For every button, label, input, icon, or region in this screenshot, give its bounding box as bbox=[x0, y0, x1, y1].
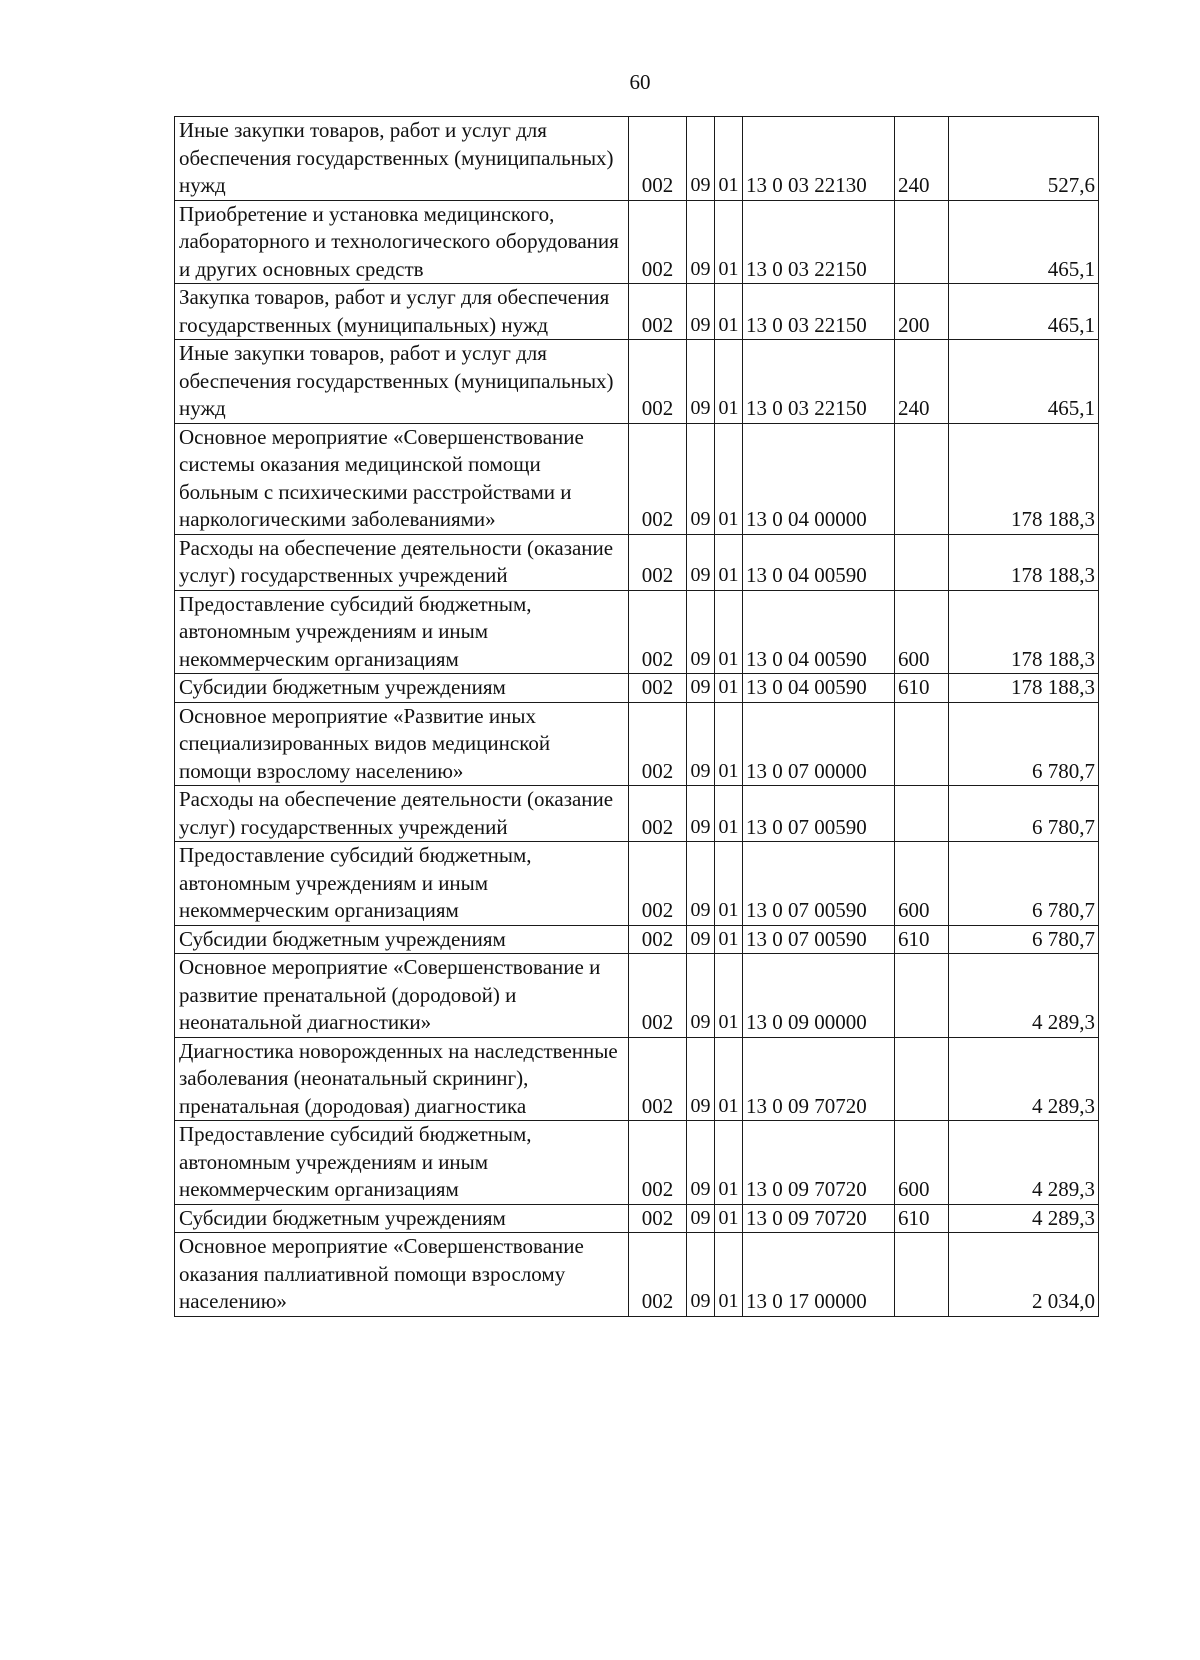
row-name: Основное мероприятие «Развитие иных специализированных видов медицинской помощи взрослому населению» bbox=[175, 702, 629, 786]
row-admin-code: 002 bbox=[629, 534, 687, 590]
row-amount: 4 289,3 bbox=[949, 1204, 1099, 1233]
page-number: 60 bbox=[629, 70, 651, 94]
row-section: 09 bbox=[687, 590, 715, 674]
row-subsection: 01 bbox=[715, 925, 743, 954]
row-amount: 6 780,7 bbox=[949, 925, 1099, 954]
row-target-article: 13 0 07 00590 bbox=[743, 925, 895, 954]
row-target-article: 13 0 04 00590 bbox=[743, 674, 895, 703]
row-amount: 178 188,3 bbox=[949, 674, 1099, 703]
row-subsection: 01 bbox=[715, 1233, 743, 1317]
row-amount: 465,1 bbox=[949, 200, 1099, 284]
row-expense-type: 600 bbox=[895, 1121, 949, 1205]
row-admin-code: 002 bbox=[629, 954, 687, 1038]
row-section: 09 bbox=[687, 786, 715, 842]
row-section: 09 bbox=[687, 117, 715, 201]
row-expense-type bbox=[895, 1233, 949, 1317]
row-target-article: 13 0 07 00000 bbox=[743, 702, 895, 786]
row-admin-code: 002 bbox=[629, 842, 687, 926]
row-expense-type bbox=[895, 786, 949, 842]
row-name: Основное мероприятие «Совершенствование и развитие пренатальной (дородовой) и неонатальной диагностики» bbox=[175, 954, 629, 1038]
table-row bbox=[175, 1204, 1099, 1233]
row-subsection: 01 bbox=[715, 117, 743, 201]
row-name: Предоставление субсидий бюджетным, автономным учреждениям и иным некоммерческим организациям bbox=[175, 842, 629, 926]
row-name: Основное мероприятие «Совершенствование оказания паллиативной помощи взрослому населению» bbox=[175, 1233, 629, 1317]
row-section: 09 bbox=[687, 534, 715, 590]
table-row bbox=[175, 590, 1099, 674]
row-expense-type bbox=[895, 702, 949, 786]
row-amount: 6 780,7 bbox=[949, 842, 1099, 926]
table-row bbox=[175, 1233, 1099, 1317]
row-admin-code: 002 bbox=[629, 925, 687, 954]
row-amount: 4 289,3 bbox=[949, 1121, 1099, 1205]
row-target-article: 13 0 04 00590 bbox=[743, 534, 895, 590]
table-row bbox=[175, 954, 1099, 1038]
row-amount: 465,1 bbox=[949, 340, 1099, 424]
row-amount: 6 780,7 bbox=[949, 702, 1099, 786]
table-row bbox=[175, 200, 1099, 284]
row-name: Предоставление субсидий бюджетным, автономным учреждениям и иным некоммерческим организациям bbox=[175, 590, 629, 674]
row-expense-type: 600 bbox=[895, 590, 949, 674]
row-subsection: 01 bbox=[715, 1204, 743, 1233]
table-row bbox=[175, 842, 1099, 926]
row-expense-type bbox=[895, 1037, 949, 1121]
row-section: 09 bbox=[687, 1121, 715, 1205]
row-section: 09 bbox=[687, 423, 715, 534]
row-amount: 178 188,3 bbox=[949, 590, 1099, 674]
row-target-article: 13 0 09 00000 bbox=[743, 954, 895, 1038]
row-admin-code: 002 bbox=[629, 590, 687, 674]
row-target-article: 13 0 03 22150 bbox=[743, 340, 895, 424]
row-name: Расходы на обеспечение деятельности (оказание услуг) государственных учреждений bbox=[175, 786, 629, 842]
row-amount: 178 188,3 bbox=[949, 534, 1099, 590]
row-section: 09 bbox=[687, 1037, 715, 1121]
row-target-article: 13 0 09 70720 bbox=[743, 1121, 895, 1205]
row-target-article: 13 0 03 22130 bbox=[743, 117, 895, 201]
row-expense-type bbox=[895, 200, 949, 284]
row-amount: 465,1 bbox=[949, 284, 1099, 340]
row-amount: 178 188,3 bbox=[949, 423, 1099, 534]
table-row bbox=[175, 117, 1099, 201]
row-target-article: 13 0 03 22150 bbox=[743, 200, 895, 284]
row-name: Иные закупки товаров, работ и услуг для обеспечения государственных (муниципальных) нужд bbox=[175, 117, 629, 201]
budget-table-body bbox=[175, 117, 1099, 1317]
row-target-article: 13 0 04 00590 bbox=[743, 590, 895, 674]
row-target-article: 13 0 07 00590 bbox=[743, 842, 895, 926]
row-name: Субсидии бюджетным учреждениям bbox=[175, 925, 629, 954]
row-admin-code: 002 bbox=[629, 1233, 687, 1317]
row-section: 09 bbox=[687, 702, 715, 786]
row-section: 09 bbox=[687, 200, 715, 284]
table-row bbox=[175, 702, 1099, 786]
table-row bbox=[175, 340, 1099, 424]
row-amount: 4 289,3 bbox=[949, 954, 1099, 1038]
row-name: Субсидии бюджетным учреждениям bbox=[175, 1204, 629, 1233]
row-admin-code: 002 bbox=[629, 200, 687, 284]
row-expense-type: 600 bbox=[895, 842, 949, 926]
row-expense-type: 240 bbox=[895, 340, 949, 424]
row-expense-type: 240 bbox=[895, 117, 949, 201]
row-subsection: 01 bbox=[715, 954, 743, 1038]
row-section: 09 bbox=[687, 284, 715, 340]
table-row bbox=[175, 674, 1099, 703]
row-subsection: 01 bbox=[715, 786, 743, 842]
row-section: 09 bbox=[687, 674, 715, 703]
table-row bbox=[175, 284, 1099, 340]
table-row bbox=[175, 1121, 1099, 1205]
row-amount: 527,6 bbox=[949, 117, 1099, 201]
row-subsection: 01 bbox=[715, 702, 743, 786]
row-name: Приобретение и установка медицинского, лабораторного и технологического оборудования и других основных средств bbox=[175, 200, 629, 284]
table-row bbox=[175, 534, 1099, 590]
row-name: Расходы на обеспечение деятельности (оказание услуг) государственных учреждений bbox=[175, 534, 629, 590]
row-section: 09 bbox=[687, 1233, 715, 1317]
row-subsection: 01 bbox=[715, 340, 743, 424]
row-subsection: 01 bbox=[715, 1037, 743, 1121]
row-expense-type: 610 bbox=[895, 1204, 949, 1233]
row-expense-type: 610 bbox=[895, 674, 949, 703]
row-name: Основное мероприятие «Совершенствование системы оказания медицинской помощи больным с психическими расстройствами и наркологическими заболеваниями» bbox=[175, 423, 629, 534]
row-section: 09 bbox=[687, 842, 715, 926]
row-subsection: 01 bbox=[715, 284, 743, 340]
row-subsection: 01 bbox=[715, 590, 743, 674]
row-target-article: 13 0 07 00590 bbox=[743, 786, 895, 842]
row-amount: 4 289,3 bbox=[949, 1037, 1099, 1121]
row-section: 09 bbox=[687, 1204, 715, 1233]
row-name: Иные закупки товаров, работ и услуг для обеспечения государственных (муниципальных) нужд bbox=[175, 340, 629, 424]
row-admin-code: 002 bbox=[629, 284, 687, 340]
budget-table bbox=[174, 116, 1099, 1317]
row-target-article: 13 0 09 70720 bbox=[743, 1204, 895, 1233]
row-subsection: 01 bbox=[715, 423, 743, 534]
row-admin-code: 002 bbox=[629, 117, 687, 201]
row-expense-type bbox=[895, 954, 949, 1038]
row-admin-code: 002 bbox=[629, 674, 687, 703]
row-target-article: 13 0 17 00000 bbox=[743, 1233, 895, 1317]
row-amount: 2 034,0 bbox=[949, 1233, 1099, 1317]
table-row bbox=[175, 786, 1099, 842]
row-admin-code: 002 bbox=[629, 702, 687, 786]
row-target-article: 13 0 04 00000 bbox=[743, 423, 895, 534]
row-admin-code: 002 bbox=[629, 786, 687, 842]
table-row bbox=[175, 423, 1099, 534]
row-admin-code: 002 bbox=[629, 1037, 687, 1121]
row-expense-type: 200 bbox=[895, 284, 949, 340]
row-name: Субсидии бюджетным учреждениям bbox=[175, 674, 629, 703]
row-name: Закупка товаров, работ и услуг для обеспечения государственных (муниципальных) нужд bbox=[175, 284, 629, 340]
row-admin-code: 002 bbox=[629, 1121, 687, 1205]
table-row bbox=[175, 925, 1099, 954]
row-subsection: 01 bbox=[715, 674, 743, 703]
row-admin-code: 002 bbox=[629, 1204, 687, 1233]
table-row bbox=[175, 1037, 1099, 1121]
row-section: 09 bbox=[687, 954, 715, 1038]
row-name: Предоставление субсидий бюджетным, автономным учреждениям и иным некоммерческим организациям bbox=[175, 1121, 629, 1205]
row-admin-code: 002 bbox=[629, 340, 687, 424]
row-subsection: 01 bbox=[715, 1121, 743, 1205]
row-expense-type bbox=[895, 534, 949, 590]
row-target-article: 13 0 03 22150 bbox=[743, 284, 895, 340]
row-subsection: 01 bbox=[715, 200, 743, 284]
row-name: Диагностика новорожденных на наследственные заболевания (неонатальный скрининг), пренатальная (дородовая) диагностика bbox=[175, 1037, 629, 1121]
row-subsection: 01 bbox=[715, 534, 743, 590]
row-target-article: 13 0 09 70720 bbox=[743, 1037, 895, 1121]
row-expense-type: 610 bbox=[895, 925, 949, 954]
row-admin-code: 002 bbox=[629, 423, 687, 534]
row-expense-type bbox=[895, 423, 949, 534]
row-amount: 6 780,7 bbox=[949, 786, 1099, 842]
row-section: 09 bbox=[687, 340, 715, 424]
row-section: 09 bbox=[687, 925, 715, 954]
row-subsection: 01 bbox=[715, 842, 743, 926]
